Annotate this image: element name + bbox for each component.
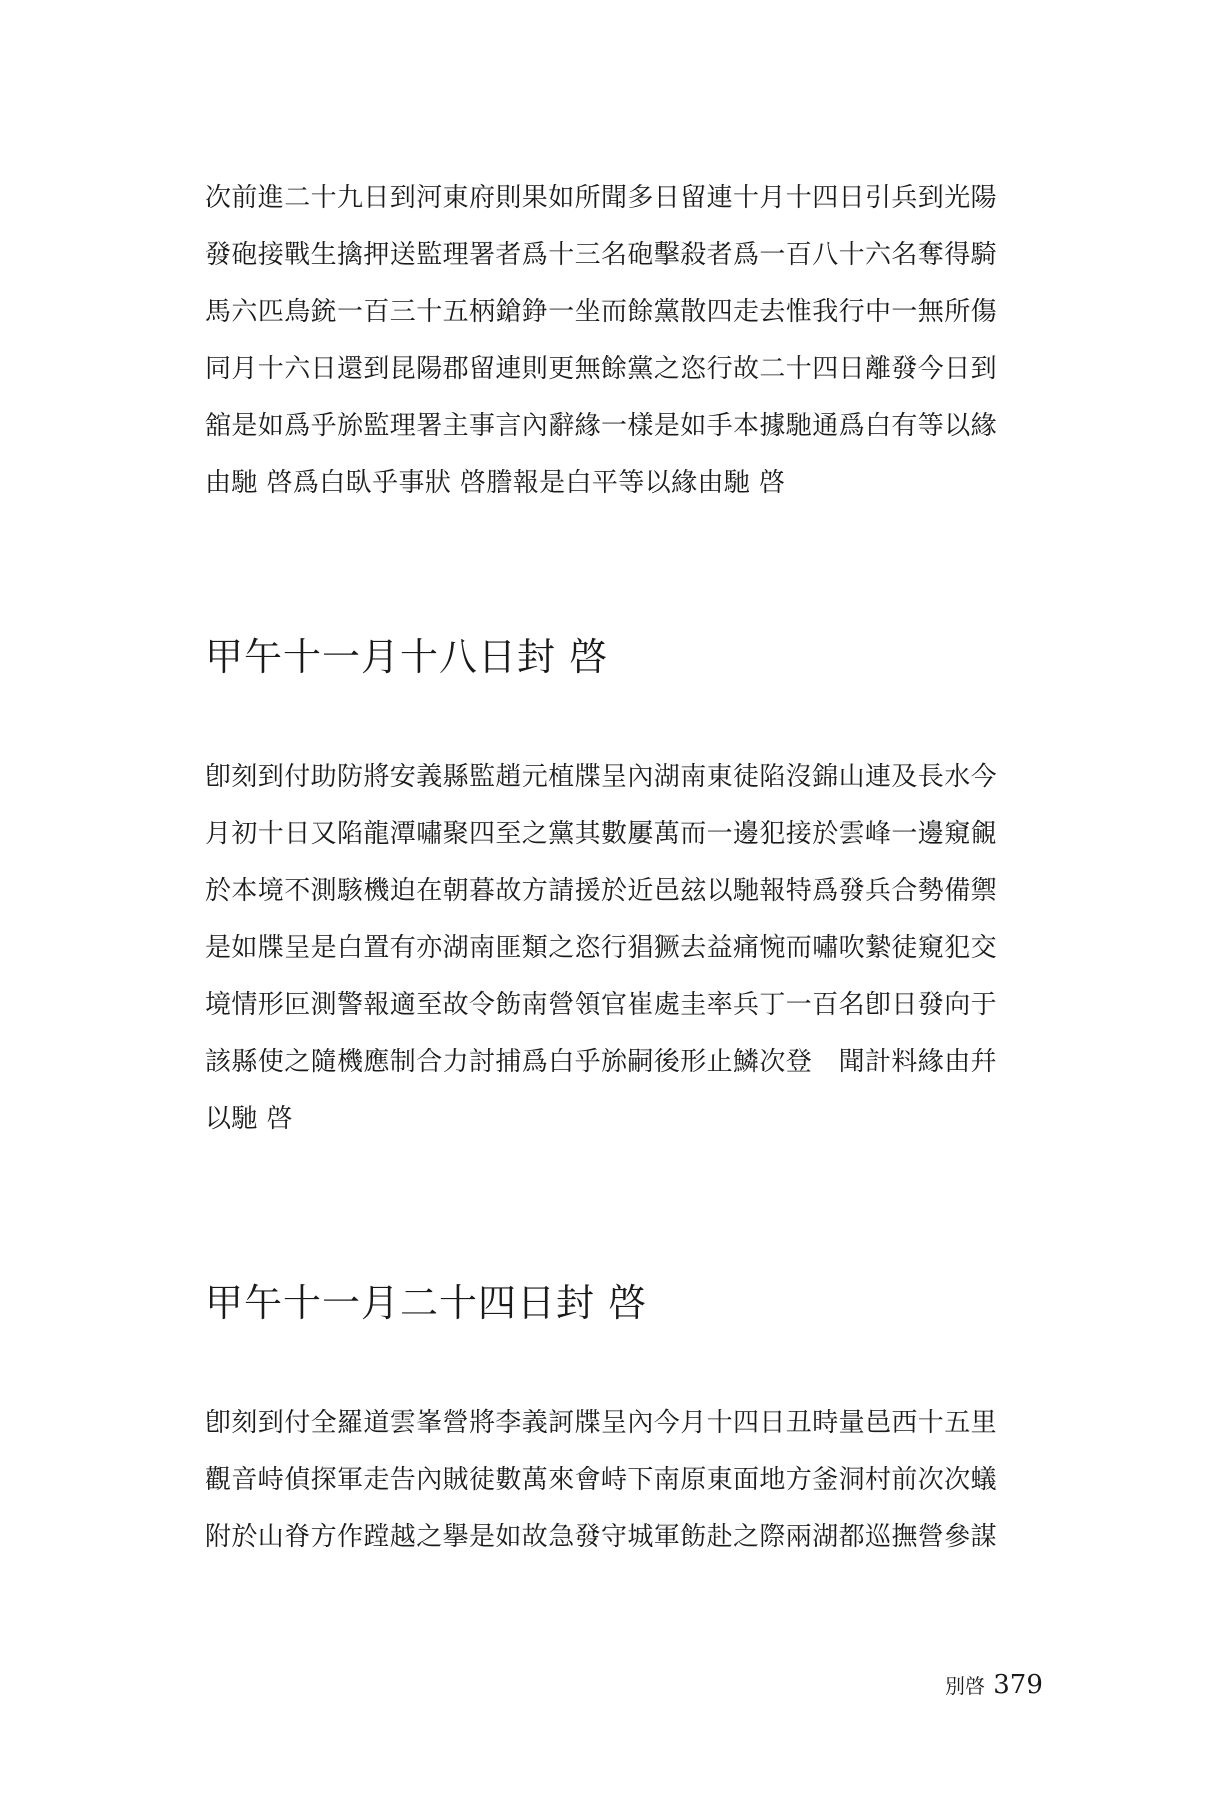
page-footer (945, 1670, 1043, 1700)
text-line: 同月十六日還到昆陽郡留連則更無餘黨之恣行故二十四日離發今日到 (205, 354, 998, 384)
section3-heading: 甲午十一月二十四日封 啓 (205, 1281, 648, 1325)
text-line: 由馳 啓爲白臥乎事狀 啓謄報是白平等以緣由馳 啓 (205, 468, 786, 498)
running-section-title: 別啓 (945, 1674, 985, 1698)
text-line: 境情形叵測警報適至故令飭南營領官崔處圭率兵丁一百名卽日發向于 (205, 990, 998, 1020)
text-line: 卽刻到付全羅道雲峯營將李義訶牒呈內今月十四日丑時量邑西十五里 (205, 1408, 998, 1438)
text-line: 於本境不測駭機迫在朝暮故方請援於近邑玆以馳報特爲發兵合勢備禦 (205, 876, 998, 906)
text-line: 次前進二十九日到河東府則果如所聞多日留連十月十四日引兵到光陽 (205, 183, 998, 213)
section3-body (205, 1395, 1050, 1566)
section1-body (205, 170, 1050, 512)
text-line: 舘是如爲乎旀監理署主事言內辭緣一樣是如手本據馳通爲白有等以緣 (205, 411, 998, 441)
page-number: 379 (993, 1670, 1043, 1700)
text-line: 附於山脊方作蹚越之擧是如故急發守城軍飭赴之際兩湖都巡撫營參謀 (205, 1522, 998, 1552)
text-line: 該縣使之隨機應制合力討捕爲白乎旀嗣後形止鱗次登 聞計料緣由幷 (205, 1047, 998, 1077)
text-line: 月初十日又陷龍潭嘯聚四至之黨其數屢萬而一邊犯接於雲峰一邊窺覦 (205, 819, 998, 849)
section2-body (205, 749, 1050, 1148)
text-line: 馬六匹鳥銃一百三十五柄鎗錚一坐而餘黨散四走去惟我行中一無所傷 (205, 297, 998, 327)
section2-heading: 甲午十一月十八日封 啓 (205, 635, 609, 679)
text-line: 是如牒呈是白置有亦湖南匪類之恣行猖獗去益痛惋而嘯吹縶徒窺犯交 (205, 933, 998, 963)
text-line: 發砲接戰生擒押送監理署者爲十三名砲擊殺者爲一百八十六名奪得騎 (205, 240, 998, 270)
text-line: 觀音峙偵探軍走告內賊徒數萬來會峙下南原東面地方釜洞村前次次蟻 (205, 1465, 998, 1495)
text-line: 卽刻到付助防將安義縣監趙元植牒呈內湖南東徒陷沒錦山連及長水今 (205, 762, 998, 792)
text-line: 以馳 啓 (205, 1104, 293, 1134)
